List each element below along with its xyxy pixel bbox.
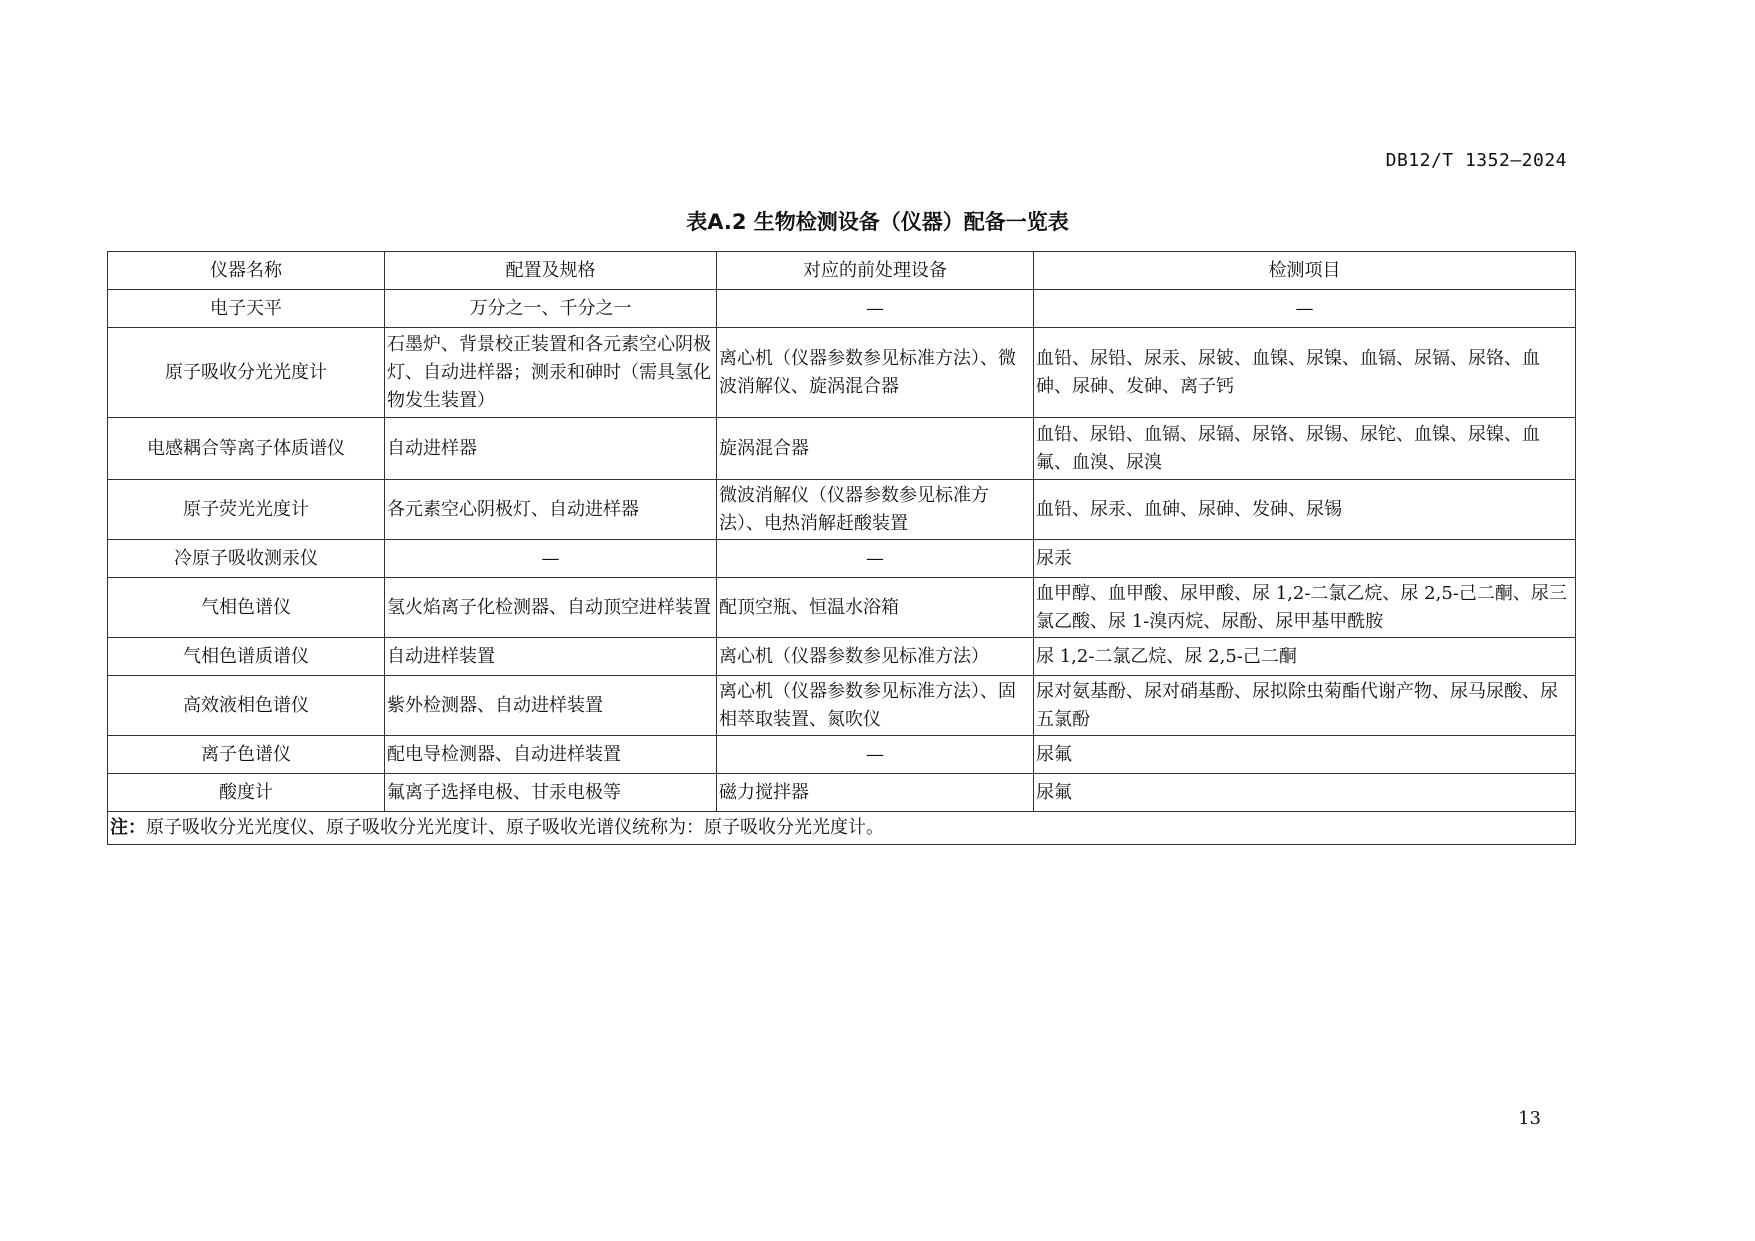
- header-test-items: 检测项目: [1034, 252, 1576, 290]
- cell-config: 石墨炉、背景校正装置和各元素空心阴极灯、自动进样器；测汞和砷时（需具氢化物发生装置）: [385, 328, 717, 418]
- table-row: [108, 540, 1576, 578]
- cell-instrument: 高效液相色谱仪: [108, 676, 385, 736]
- table-row: [108, 638, 1576, 676]
- table-row: [108, 290, 1576, 328]
- cell-config: 自动进样装置: [385, 638, 717, 676]
- cell-test-items: 尿 1,2-二氯乙烷、尿 2,5-己二酮: [1034, 638, 1576, 676]
- cell-config: 万分之一、千分之一: [385, 290, 717, 328]
- cell-pretreatment: —: [717, 290, 1034, 328]
- cell-instrument: 气相色谱质谱仪: [108, 638, 385, 676]
- table-row: [108, 736, 1576, 774]
- cell-pretreatment: —: [717, 736, 1034, 774]
- cell-pretreatment: 离心机（仪器参数参见标准方法）、固相萃取装置、氮吹仪: [717, 676, 1034, 736]
- cell-config: 氢火焰离子化检测器、自动顶空进样装置: [385, 578, 717, 638]
- table-row: [108, 676, 1576, 736]
- table-note-row: [108, 812, 1576, 845]
- cell-instrument: 冷原子吸收测汞仪: [108, 540, 385, 578]
- page-number: 13: [1518, 1108, 1541, 1129]
- cell-config: 配电导检测器、自动进样装置: [385, 736, 717, 774]
- table-header-row: [108, 252, 1576, 290]
- table-row: [108, 774, 1576, 812]
- document-code: DB12/T 1352—2024: [1385, 150, 1567, 171]
- cell-test-items: 血铅、尿铅、尿汞、尿铍、血镍、尿镍、血镉、尿镉、尿铬、血砷、尿砷、发砷、离子钙: [1034, 328, 1576, 418]
- header-pretreatment: 对应的前处理设备: [717, 252, 1034, 290]
- cell-instrument: 酸度计: [108, 774, 385, 812]
- cell-pretreatment: 磁力搅拌器: [717, 774, 1034, 812]
- note-label: 注：: [110, 817, 146, 838]
- note-text: 原子吸收分光光度仪、原子吸收分光光度计、原子吸收光谱仪统称为：原子吸收分光光度计。: [146, 817, 884, 838]
- cell-config: 紫外检测器、自动进样装置: [385, 676, 717, 736]
- header-instrument-name: 仪器名称: [108, 252, 385, 290]
- cell-pretreatment: 离心机（仪器参数参见标准方法）、微波消解仪、旋涡混合器: [717, 328, 1034, 418]
- table-row: [108, 480, 1576, 540]
- cell-instrument: 原子吸收分光光度计: [108, 328, 385, 418]
- cell-pretreatment: 微波消解仪（仪器参数参见标准方法）、电热消解赶酸装置: [717, 480, 1034, 540]
- table-title: 表A.2 生物检测设备（仪器）配备一览表: [686, 210, 1069, 234]
- cell-pretreatment: —: [717, 540, 1034, 578]
- cell-instrument: 电感耦合等离子体质谱仪: [108, 418, 385, 480]
- cell-test-items: 血甲醇、血甲酸、尿甲酸、尿 1,2-二氯乙烷、尿 2,5-己二酮、尿三氯乙酸、尿 1-溴丙烷、尿酚、尿甲基甲酰胺: [1034, 578, 1576, 638]
- cell-instrument: 离子色谱仪: [108, 736, 385, 774]
- table-row: [108, 578, 1576, 638]
- equipment-table: [107, 251, 1576, 845]
- cell-test-items: 尿氟: [1034, 774, 1576, 812]
- cell-test-items: 尿汞: [1034, 540, 1576, 578]
- cell-pretreatment: 离心机（仪器参数参见标准方法）: [717, 638, 1034, 676]
- cell-test-items: 尿对氨基酚、尿对硝基酚、尿拟除虫菊酯代谢产物、尿马尿酸、尿五氯酚: [1034, 676, 1576, 736]
- cell-config: —: [385, 540, 717, 578]
- cell-test-items: 血铅、尿汞、血砷、尿砷、发砷、尿锡: [1034, 480, 1576, 540]
- table-row: [108, 418, 1576, 480]
- cell-config: 自动进样器: [385, 418, 717, 480]
- cell-instrument: 气相色谱仪: [108, 578, 385, 638]
- cell-pretreatment: 配顶空瓶、恒温水浴箱: [717, 578, 1034, 638]
- cell-config: 各元素空心阴极灯、自动进样器: [385, 480, 717, 540]
- table-row: [108, 328, 1576, 418]
- cell-test-items: 尿氟: [1034, 736, 1576, 774]
- header-configuration: 配置及规格: [385, 252, 717, 290]
- cell-instrument: 电子天平: [108, 290, 385, 328]
- cell-test-items: —: [1034, 290, 1576, 328]
- cell-test-items: 血铅、尿铅、血镉、尿镉、尿铬、尿锡、尿铊、血镍、尿镍、血氟、血溴、尿溴: [1034, 418, 1576, 480]
- table-note: [108, 812, 1576, 845]
- cell-instrument: 原子荧光光度计: [108, 480, 385, 540]
- cell-pretreatment: 旋涡混合器: [717, 418, 1034, 480]
- cell-config: 氟离子选择电极、甘汞电极等: [385, 774, 717, 812]
